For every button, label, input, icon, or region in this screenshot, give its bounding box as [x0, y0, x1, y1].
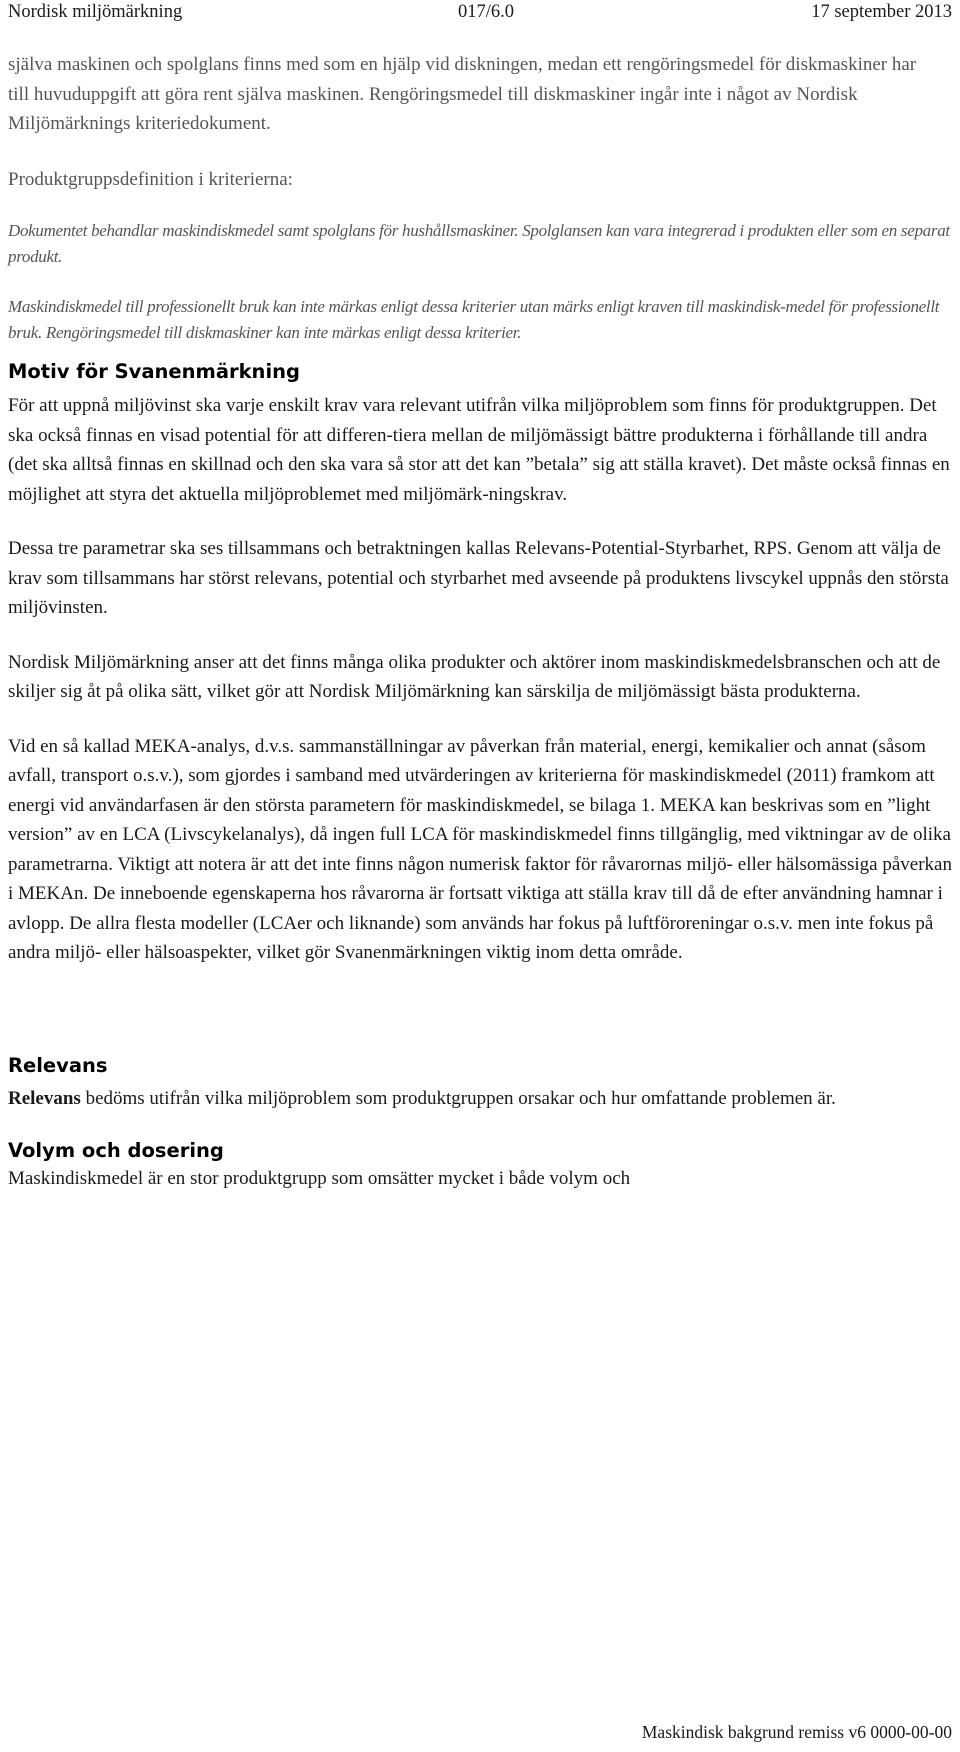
- header-date: 17 september 2013: [811, 2, 952, 22]
- page-footer: Maskindisk bakgrund remiss v6 0000-00-00: [641, 1722, 952, 1742]
- header-organization: Nordisk miljömärkning: [8, 2, 183, 22]
- volym-paragraph: Maskindiskmedel är en stor produktgrupp som omsätter mycket i både volym och: [8, 1168, 631, 1189]
- relevans-text: bedöms utifrån vilka miljöproblem som produktgruppen orsakar och hur omfattande problemen är.: [80, 1087, 836, 1109]
- section-heading-relevans: Relevans: [8, 1053, 108, 1077]
- relevans-bold-lead: Relevans: [8, 1087, 81, 1109]
- definition-label: Produktgruppsdefinition i kriterierna:: [8, 168, 293, 190]
- relevans-paragraph: [8, 1084, 954, 1114]
- motiv-paragraph-2: Dessa tre parametrar ska ses tillsammans och betraktningen kallas Relevans-Potential-Styrbarhet, RPS. Genom att välja de krav som tillsammans har störst relevans, potential och styrbarhet med avseende på produktens livscykel uppnås den största miljövinsten.: [8, 538, 949, 618]
- intro-paragraph: själva maskinen och spolglans finns med som en hjälp vid diskningen, medan ett rengöringsmedel för diskmaskiner har till huvuduppgift att göra rent själva maskinen. Rengöringsmedel till diskmaskiner ingår inte i något av Nordisk Miljömärknings kriteriedokument.: [8, 54, 917, 134]
- page-header: [8, 2, 952, 28]
- header-document-number: 017/6.0: [458, 2, 515, 22]
- motiv-paragraph-4: Vid en så kallad MEKA-analys, d.v.s. sammanställningar av påverkan från material, energi, kemikalier och annat (såsom avfall, transport o.s.v.), som gjordes i samband med utvärderingen av kriterierna för maskindiskmedel (2011) framkom att energi vid användarfasen är den största parametern för maskindiskmedel, se bilaga 1. MEKA kan beskrivas som en ”light version” av en LCA (Livscykelanalys), då ingen full LCA för maskindiskmedel finns tillgänglig, med viktningar av de olika parametrarna. Viktigt att notera är att det inte finns någon numerisk faktor för råvarornas miljö- eller hälsomässiga påverkan i MEKAn. De inneboende egenskaperna hos råvarorna är fortsatt viktiga att ställa krav till då de efter användning hamnar i avlopp. De allra flesta modeller (LCAer och liknande) som används har fokus på luftföroreningar o.s.v. men inte fokus på andra miljö- eller hälsoaspekter, vilket gör Svanenmärkningen viktig inom detta område.: [8, 735, 952, 963]
- motiv-paragraph-1: För att uppnå miljövinst ska varje enskilt krav vara relevant utifrån vilka miljöproblem som finns för produktgruppen. Det ska också finnas en visad potential för att differen-tiera mellan de miljömässigt bättre produkterna i förhållande till andra (det ska alltså finnas en skillnad och den ska vara så stor att det kan ”betala” sig att ställa kravet). Det måste också finnas en möjlighet att styra det aktuella miljöproblemet med miljömärk-ningskrav.: [8, 395, 950, 505]
- section-heading-motiv: Motiv för Svanenmärkning: [8, 360, 300, 383]
- document-body: [8, 50, 954, 1194]
- section-heading-volym: Volym och dosering: [8, 1139, 224, 1162]
- definition-italic-2: Maskindiskmedel till professionellt bruk kan inte märkas enligt dessa kriterier utan märks enligt kraven till maskindisk-medel för professionellt bruk. Rengöringsmedel till diskmaskiner kan inte märkas enligt dessa kriterier.: [8, 297, 940, 342]
- motiv-paragraph-3: Nordisk Miljömärkning anser att det finns många olika produkter och aktörer inom maskindiskmedelsbranschen och att de skiljer sig åt på olika sätt, vilket gör att Nordisk Miljömärkning kan särskilja de miljömässigt bästa produkterna.: [8, 651, 941, 702]
- definition-italic-1: Dokumentet behandlar maskindiskmedel samt spolglans för hushållsmaskiner. Spolglansen kan vara integrerad i produkten eller som en separat produkt.: [8, 221, 950, 266]
